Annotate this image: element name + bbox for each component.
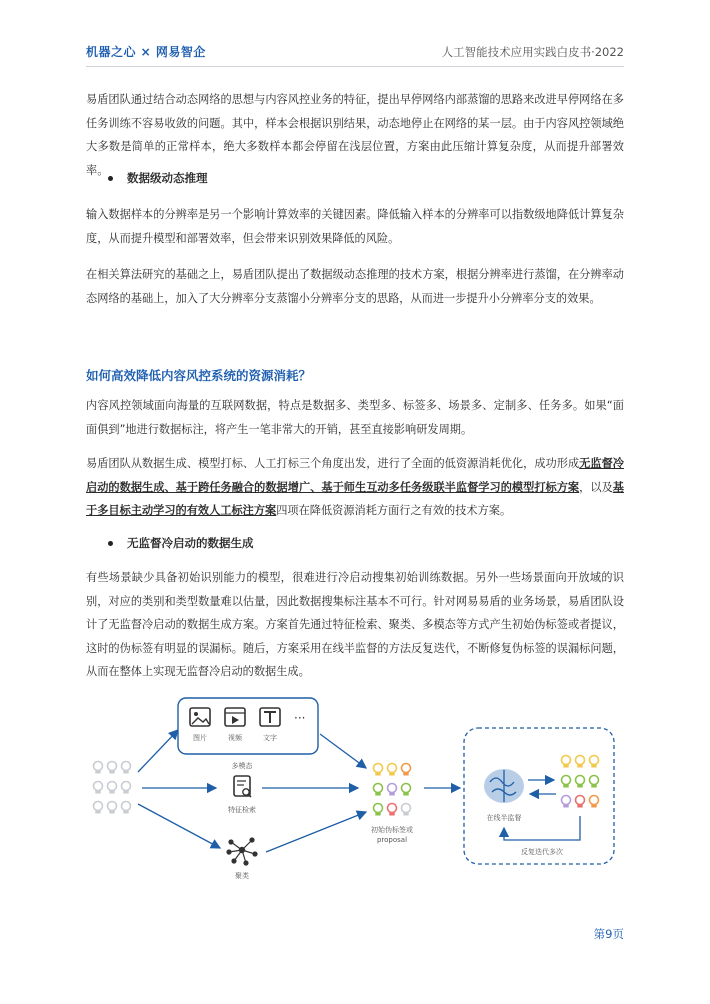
image-label: 图片 — [193, 734, 207, 742]
iterate-label: 反复迭代多次 — [521, 848, 563, 856]
paragraph-4: 内容风控领域面向海量的互联网数据，特点是数据多、类型多、标签多、场景多、定制多、任务多。如果“面面俱到”地进行数据标注，将产生一笔非常大的开销，甚至直接影响研发周期。 — [86, 399, 624, 436]
page-number: 第9页 — [593, 927, 624, 941]
video-label: 视频 — [228, 734, 242, 742]
ellipsis-label: ··· — [294, 711, 306, 725]
paragraph-5-part-c: ，以及 — [579, 480, 613, 494]
document-title: 人工智能技术应用实践白皮书·2022 — [441, 45, 624, 59]
pseudo-label-line1: 初始伪标签或 — [371, 826, 413, 834]
paragraph-2: 输入数据样本的分辨率是另一个影响计算效率的关键因素。降低输入样本的分辨率可以指数级地降低计算复杂度，从而提升模型和部署效率，但会带来识别效果降低的风险。 — [86, 208, 624, 245]
paragraph-5-emphasis-2: 基于多目标主动学习的有效人工标注方案 — [86, 480, 624, 517]
pseudo-label-grid — [374, 764, 411, 816]
cluster-label: 聚类 — [235, 872, 249, 880]
paragraph-6: 有些场景缺少具备初始识别能力的模型，很难进行冷启动搜集初始训练数据。另外一些场景面向开放域的识别，对应的类别和类型数量难以估量，因此数据搜集标注基本不可行。针对网易易盾的业务场景，易盾团队设计了无监督冷启动的数据生成方案。方案首先通过特征检索、聚类、多模态等方式产生初始伪标签或者提议，这时的伪标签有明显的误漏标。随后，方案采用在线半监督的方法反复迭代，不断修复伪标签的误漏标问题，从而在整体上实现无监督冷启动的数据生成。 — [86, 571, 624, 678]
paragraph-5-part-e: 四项在降低资源消耗方面行之有效的技术方案。 — [276, 504, 512, 517]
paragraph-5 — [86, 452, 624, 523]
bullet-dot-icon — [108, 176, 113, 181]
paragraph-1: 易盾团队通过结合动态网络的思想与内容风控业务的特征，提出早停网络内部蒸馏的思路来改进早停网络在多任务训练不容易收敛的问题。其中，样本会根据识别结果，动态地停止在网络的某一层。由于内容风控领域绝大多数是简单的正常样本，绝大多数样本都会停留在浅层位置，方案由此压缩计算复杂度，从而提升部署效率。 — [86, 93, 624, 177]
input-samples-grid — [94, 762, 131, 814]
section-title: 如何高效降低内容风控系统的资源消耗？ — [86, 368, 312, 383]
feature-search-icon — [234, 776, 251, 797]
cold-start-diagram — [86, 690, 624, 890]
cold-start-diagram-svg — [86, 690, 624, 890]
page-header — [86, 42, 624, 67]
bullet-label: 无监督冷启动的数据生成 — [127, 536, 254, 550]
paragraph-3: 在相关算法研究的基础之上，易盾团队提出了数据级动态推理的技术方案，根据分辨率进行蒸馏，在分辨率动态网络的基础上，加入了大分辨率分支蒸馏小分辨率分支的思路，从而进一步提升小分辨率分支的效果。 — [86, 268, 624, 305]
bullet-data-level-inference — [108, 170, 208, 186]
paragraph-5-part-a: 易盾团队从数据生成、模型打标、人工打标三个角度出发，进行了全面的低资源消耗优化，成功形成 — [86, 457, 580, 470]
online-semi-label: 在线半监督 — [486, 814, 522, 822]
pseudo-label-line2: proposal — [376, 836, 408, 844]
text-label: 文字 — [263, 734, 277, 742]
brand-label: 机器之心 × 网易智企 — [86, 45, 206, 59]
brain-icon — [484, 769, 524, 803]
multimodal-label: 多模态 — [231, 762, 253, 770]
bullet-dot-icon — [108, 541, 113, 546]
feature-search-label: 特征检索 — [228, 806, 256, 814]
paragraph-5-emphasis-1: 无监督冷启动的数据生成、基于跨任务融合的数据增广、基于师生互动多任务级联半监督学习的模型打标方案 — [86, 457, 624, 494]
cluster-icon — [227, 838, 257, 865]
bullet-unsupervised-cold-start — [108, 535, 254, 551]
refined-label-grid — [562, 756, 599, 808]
bullet-label: 数据级动态推理 — [127, 171, 208, 185]
